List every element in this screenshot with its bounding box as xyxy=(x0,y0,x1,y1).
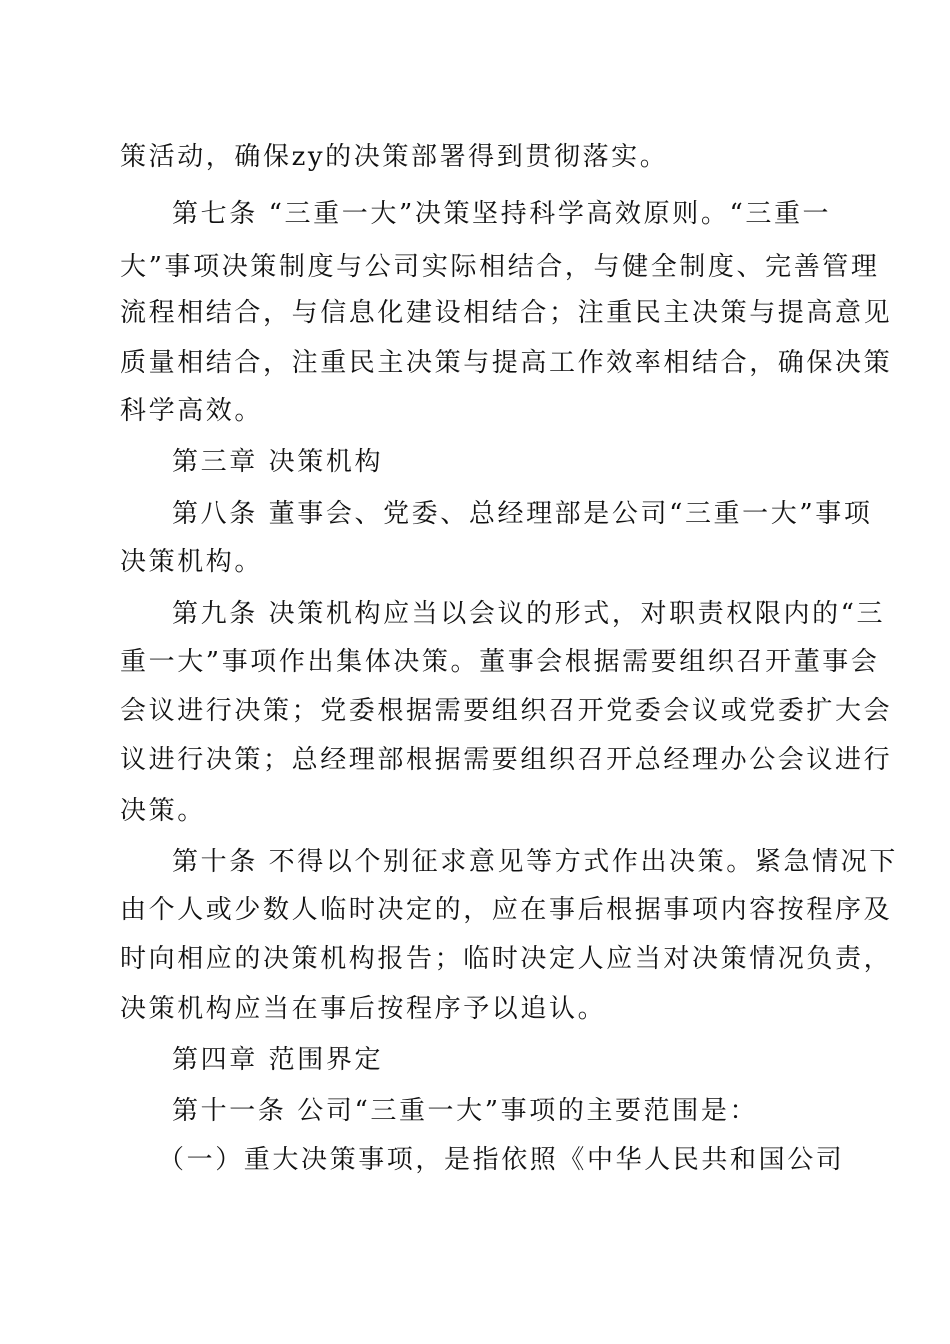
paragraph-line: 决策机构应当在事后按程序予以追认。 xyxy=(120,994,607,1024)
paragraph-line: 决策。 xyxy=(120,796,206,826)
paragraph-line: 时向相应的决策机构报告；临时决定人应当对决策情况负责， xyxy=(120,944,893,974)
paragraph-line: 大”事项决策制度与公司实际相结合，与健全制度、完善管理 xyxy=(120,252,880,282)
paragraph-line: 质量相结合，注重民主决策与提高工作效率相结合，确保决策 xyxy=(120,348,893,378)
article-9-line: 第九条 决策机构应当以会议的形式，对职责权限内的“三 xyxy=(172,599,886,629)
article-10-line: 第十条 不得以个别征求意见等方式作出决策。紧急情况下 xyxy=(172,847,898,877)
article-8-line: 第八条 董事会、党委、总经理部是公司“三重一大”事项 xyxy=(172,499,873,529)
chapter-4-heading: 第四章 范围界定 xyxy=(172,1045,384,1075)
article-7-line: 第七条 “三重一大”决策坚持科学高效原则。“三重一 xyxy=(172,199,832,229)
paragraph-line: 策活动，确保zy的决策部署得到贯彻落实。 xyxy=(120,142,669,172)
paragraph-line: 流程相结合，与信息化建设相结合；注重民主决策与提高意见 xyxy=(120,298,893,328)
paragraph-line: 由个人或少数人临时决定的，应在事后根据事项内容按程序及 xyxy=(120,895,893,925)
paragraph-line: 科学高效。 xyxy=(120,396,264,426)
list-item-1-line: （一）重大决策事项，是指依照《中华人民共和国公司 xyxy=(158,1145,845,1175)
chapter-3-heading: 第三章 决策机构 xyxy=(172,447,384,477)
article-11-line: 第十一条 公司“三重一大”事项的主要范围是： xyxy=(172,1096,759,1126)
paragraph-line: 议进行决策；总经理部根据需要组织召开总经理办公会议进行 xyxy=(120,745,893,775)
paragraph-line: 重一大”事项作出集体决策。董事会根据需要组织召开董事会 xyxy=(120,647,880,677)
paragraph-line: 决策机构。 xyxy=(120,547,264,577)
paragraph-line: 会议进行决策；党委根据需要组织召开党委会议或党委扩大会 xyxy=(120,696,893,726)
